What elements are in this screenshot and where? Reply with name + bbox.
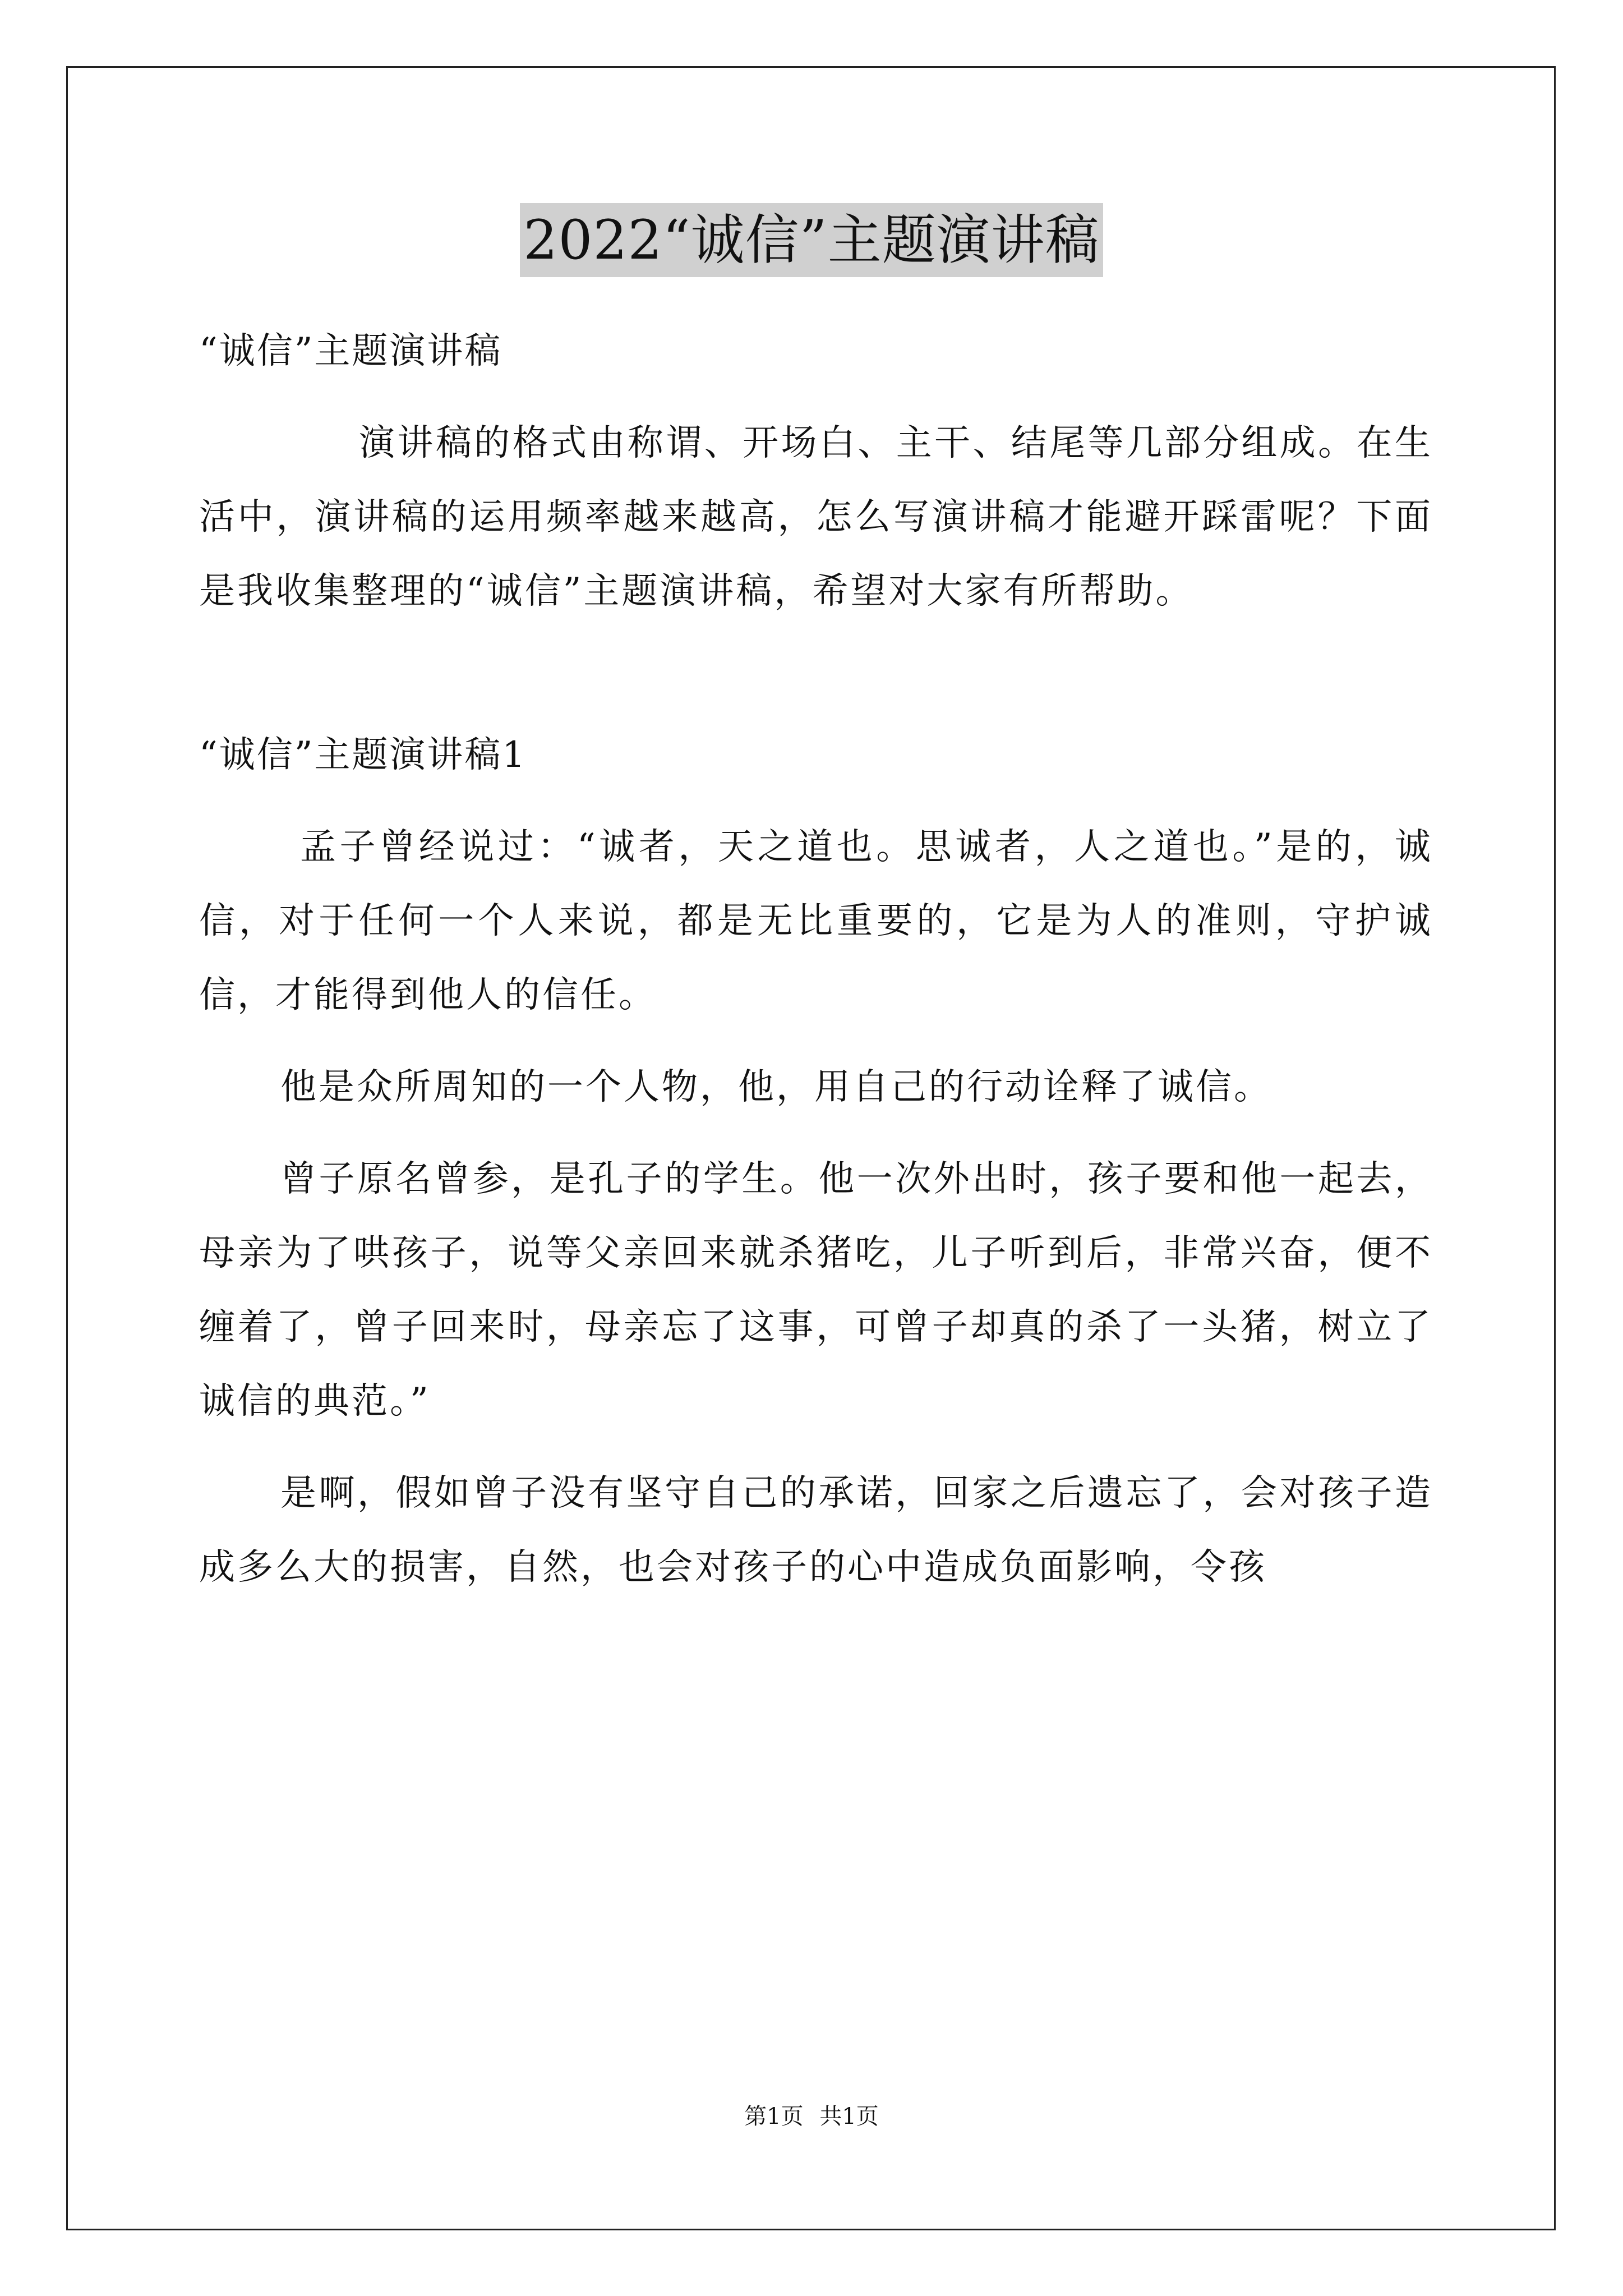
- paragraph-2: 他是众所周知的一个人物，他，用自己的行动诠释了诚信。: [280, 1066, 1272, 1108]
- paragraph-1: 孟子曾经说过：“诚者，天之道也。思诚者，人之道也。”是的，诚信，对于任何一个人来说，都是无比重要的，它是为人的准则，守护诚信，才能得到他人的信任。: [199, 826, 1433, 1016]
- section-heading: “诚信”主题演讲稿1: [199, 734, 527, 776]
- page-number: 第1页: [744, 2104, 804, 2129]
- title-container: [0, 203, 1623, 277]
- intro-paragraph: 演讲稿的格式由称谓、开场白、主干、结尾等几部分组成。在生活中，演讲稿的运用频率越来越高，怎么写演讲稿才能避开踩雷呢？下面是我收集整理的“诚信”主题演讲稿，希望对大家有所帮助。: [199, 422, 1433, 612]
- document-subtitle: “诚信”主题演讲稿: [199, 330, 502, 372]
- paragraph-4: 是啊，假如曾子没有坚守自己的承诺，回家之后遗忘了，会对孩子造成多么大的损害，自然，也会对孩子的心中造成负面影响，令孩: [199, 1473, 1433, 1588]
- document-body: [199, 314, 1433, 1604]
- page-total: 共1页: [819, 2104, 879, 2129]
- paragraph-3: 曾子原名曾参，是孔子的学生。他一次外出时，孩子要和他一起去，母亲为了哄孩子，说等父亲回来就杀猪吃，儿子听到后，非常兴奋，便不缠着了，曾子回来时，母亲忘了这事，可曾子却真的杀了一头猪，树立了诚信的典范。”: [199, 1158, 1433, 1422]
- page-footer: [0, 2101, 1623, 2132]
- document-title: 2022“诚信”主题演讲稿: [520, 203, 1103, 277]
